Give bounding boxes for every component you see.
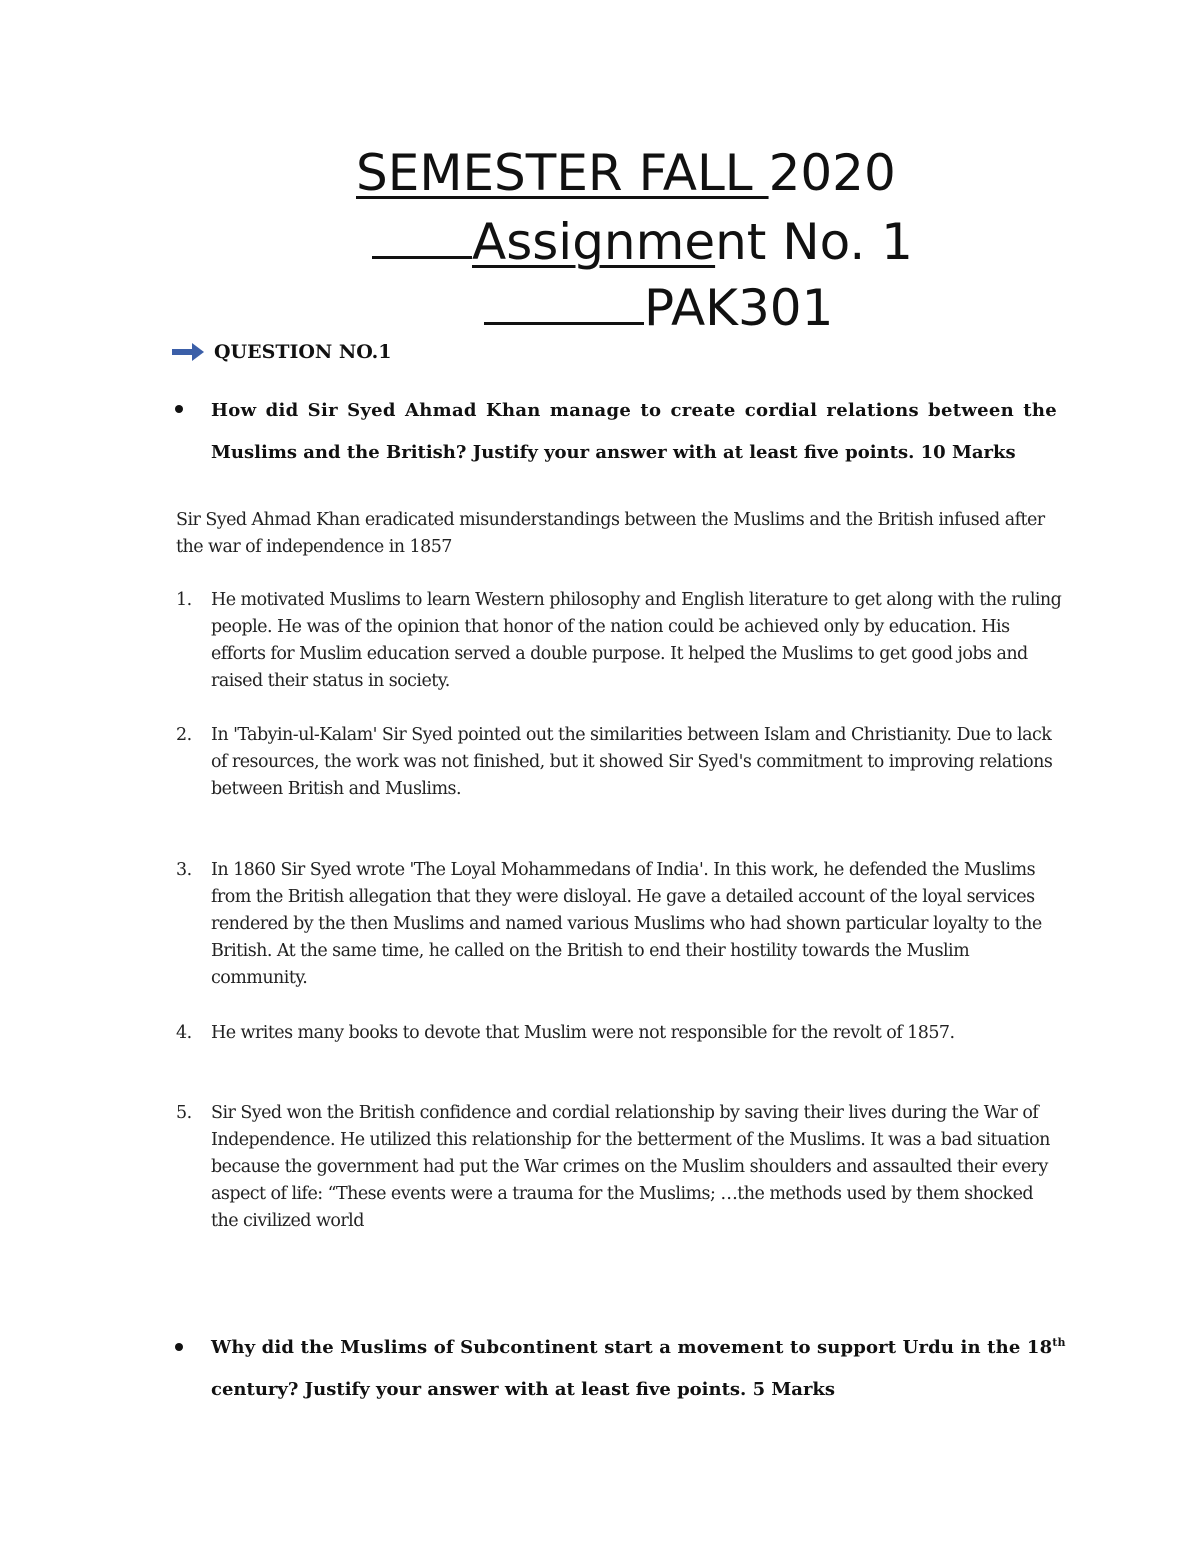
title-underline-blank: [484, 276, 644, 325]
question-2-text: [211, 1327, 1066, 1411]
question-heading-label: QUESTION NO.1: [214, 341, 392, 363]
list-item-number: 3.: [176, 860, 192, 880]
title-semester: [356, 143, 896, 203]
title-assignment-rest: nt No. 1: [715, 213, 913, 271]
title-course-code-text: PAK301: [644, 279, 834, 337]
title-underline-blank: [372, 210, 472, 259]
bullet-icon: [172, 1340, 188, 1356]
title-assignment: [372, 210, 913, 272]
title-semester-underlined: SEMESTER FALL: [356, 144, 769, 202]
list-item-number: 2.: [176, 725, 192, 745]
title-assignment-underlined: Assignme: [472, 213, 716, 271]
list-item-text: Sir Syed won the British confidence and cordial relationship by saving their lives during the War of Independence. He utilized this relationship for the betterment of the Muslims. It was a bad situation because the government had put the War crimes on the Muslim shoulders and assaulted their every aspect of life: “These events were a trauma for the Muslims; …the methods used by them shocked the civilized world: [211, 1103, 1050, 1231]
list-item-text: In 1860 Sir Syed wrote 'The Loyal Mohammedans of India'. In this work, he defended the Muslims from the British allegation that they were disloyal. He gave a detailed account of the loyal services rendered by the then Muslims and named various Muslims who had shown particular loyalty to the British. At the same time, he called on the British to end their hostility towards the Muslim community.: [211, 860, 1042, 988]
question-1-text: [211, 390, 1057, 474]
question-2-line-1: [211, 1327, 1066, 1369]
question-heading: [172, 336, 392, 368]
list-item-number: 4.: [176, 1023, 192, 1043]
title-course-code: [484, 276, 833, 338]
answer-intro: Sir Syed Ahmad Khan eradicated misunderstandings between the Muslims and the British infused after the war of independence in 1857: [176, 510, 1045, 557]
list-item-text: He motivated Muslims to learn Western philosophy and English literature to get along with the ruling people. He was of the opinion that honor of the nation could be achieved only by education. His efforts for Muslim education served a double purpose. It helped the Muslims to get good jobs and raised their status in society.: [211, 590, 1062, 691]
right-arrow-icon: [172, 342, 204, 362]
list-item-number: 5.: [176, 1103, 192, 1123]
question-1-line-1: How did Sir Syed Ahmad Khan manage to create cordial relations between the: [211, 400, 1057, 421]
question-1-line-2: Muslims and the British? Justify your answer with at least five points. 10 Marks: [211, 442, 1016, 463]
question-2-line-1-main: Why did the Muslims of Subcontinent start a movement to support Urdu in the 18: [211, 1337, 1053, 1358]
question-2-superscript: th: [1052, 1336, 1066, 1349]
question-2-line-2: century? Justify your answer with at least five points. 5 Marks: [211, 1379, 836, 1400]
title-semester-year: 2020: [768, 144, 896, 202]
list-item-text: He writes many books to devote that Muslim were not responsible for the revolt of 1857.: [211, 1023, 955, 1043]
list-item-text: In 'Tabyin-ul-Kalam' Sir Syed pointed out the similarities between Islam and Christianity. Due to lack of resources, the work was not finished, but it showed Sir Syed's commitment to improving relations between British and Muslims.: [211, 725, 1053, 799]
list-item-number: 1.: [176, 590, 192, 610]
bullet-icon: [172, 402, 188, 418]
